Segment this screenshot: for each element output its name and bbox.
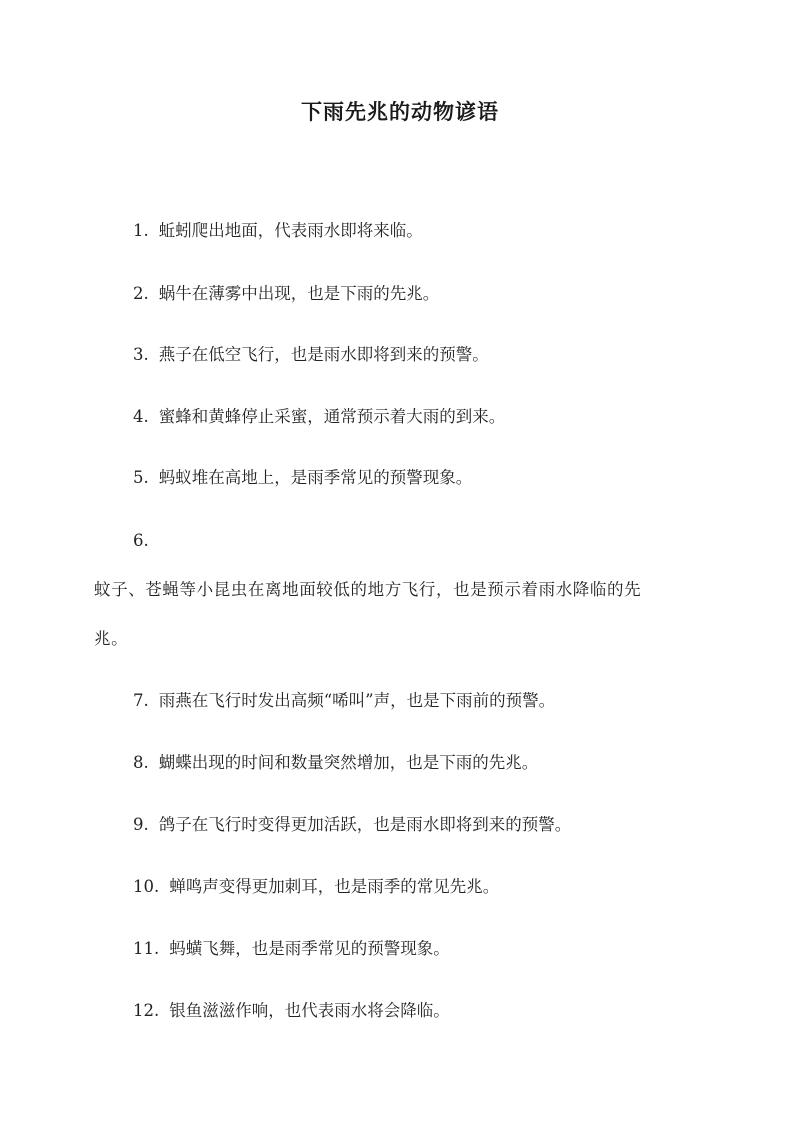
item-text: 鸽子在飞行时变得更加活跃，也是雨水即将到来的预警。: [158, 815, 572, 834]
list-item: [133, 405, 505, 429]
list-item: [133, 813, 571, 837]
item-text: 燕子在低空飞行，也是雨水即将到来的预警。: [158, 345, 489, 364]
list-item-number-only: [133, 529, 159, 553]
list-item: [133, 466, 472, 490]
list-item: [133, 219, 423, 243]
item-number: 6.: [133, 531, 149, 550]
item-number: 12.: [133, 1001, 160, 1020]
item-number: 9.: [133, 815, 149, 834]
list-item: [133, 937, 450, 961]
item-text: 银鱼滋滋作响，也代表雨水将会降临。: [169, 1001, 450, 1020]
item-text-wrap-line-2: 兆。: [94, 629, 129, 648]
item-number: 2.: [133, 284, 149, 303]
list-item: [133, 751, 538, 775]
item-text: 蚂蚁堆在高地上，是雨季常见的预警现象。: [158, 468, 473, 487]
item-number: 5.: [133, 468, 149, 487]
list-item: [133, 343, 489, 367]
item-text: 蝉鸣声变得更加刺耳，也是雨季的常见先兆。: [169, 877, 500, 896]
document-title: 下雨先兆的动物谚语: [301, 99, 499, 124]
list-item: [133, 875, 499, 899]
item-number: 1.: [133, 221, 149, 240]
item-text: 蝴蝶出现的时间和数量突然增加，也是下雨的先兆。: [158, 753, 539, 772]
item-number: 4.: [133, 407, 149, 426]
item-number: 3.: [133, 345, 149, 364]
item-number: 7.: [133, 691, 149, 710]
item-text: 蚯蚓爬出地面，代表雨水即将来临。: [158, 221, 423, 240]
item-number: 11.: [133, 939, 160, 958]
item-text: 蚂蟥飞舞，也是雨季常见的预警现象。: [169, 939, 450, 958]
list-item: [133, 282, 439, 306]
item-text: 蜜蜂和黄蜂停止采蜜，通常预示着大雨的到来。: [158, 407, 506, 426]
item-number: 8.: [133, 753, 149, 772]
item-number: 10.: [133, 877, 160, 896]
item-text-wrap-line-1: 蚊子、苍蝇等小昆虫在离地面较低的地方飞行，也是预示着雨水降临的先: [94, 580, 642, 599]
item-text: 蜗牛在薄雾中出现，也是下雨的先兆。: [158, 284, 440, 303]
list-item: [133, 689, 555, 713]
item-text: 雨燕在飞行时发出高频“唏叫”声，也是下雨前的预警。: [158, 691, 556, 710]
list-item: [133, 999, 450, 1023]
